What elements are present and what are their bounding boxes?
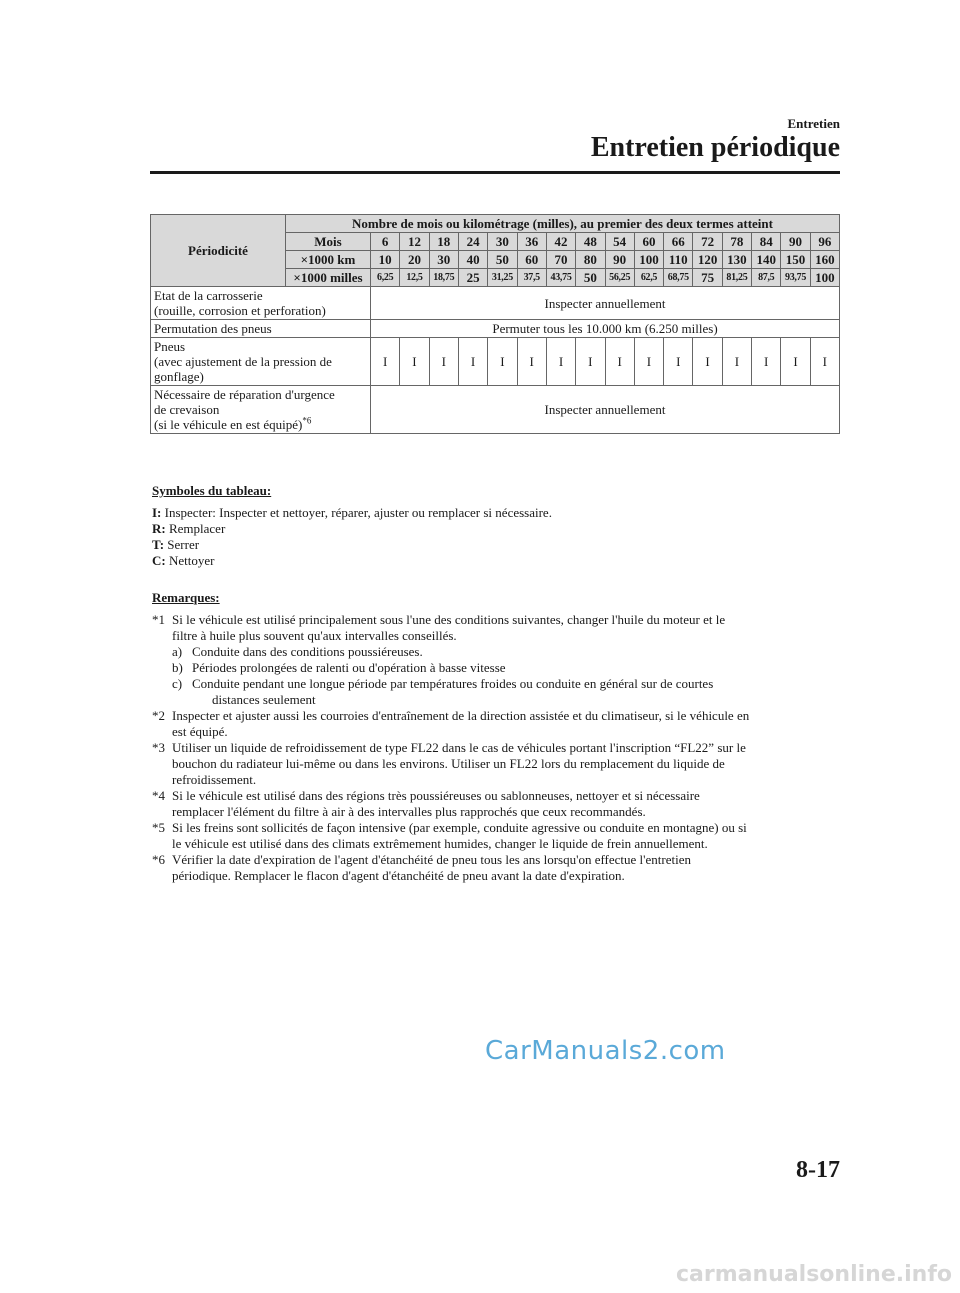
miles-cell: 50 xyxy=(576,269,605,287)
page-number: 8-17 xyxy=(796,1157,840,1183)
month-cell: 24 xyxy=(458,233,487,251)
periodicity-header: Périodicité xyxy=(151,215,286,287)
note-line: Si les freins sont sollicités de façon intensive (par exemple, conduite agressive ou conduite en montagne) ou si xyxy=(172,820,747,835)
months-label: Mois xyxy=(286,233,371,251)
tires-interval-cell: I xyxy=(400,338,429,386)
tire-rotation-value: Permuter tous les 10.000 km (6.250 milles) xyxy=(371,320,840,338)
note-1 xyxy=(152,612,842,708)
month-cell: 30 xyxy=(488,233,517,251)
watermark-carmanuals2: CarManuals2.com xyxy=(485,1036,726,1066)
body-condition-label-line2: (rouille, corrosion et perforation) xyxy=(154,303,326,318)
km-cell: 60 xyxy=(517,251,546,269)
month-cell: 60 xyxy=(634,233,663,251)
km-cell: 140 xyxy=(752,251,781,269)
subitem-text: Périodes prolongées de ralenti ou d'opération à basse vitesse xyxy=(192,660,506,675)
note-subitem xyxy=(172,644,842,660)
note-line: remplacer l'élément du filtre à air à des intervalles plus rapprochés que ceux recommandés. xyxy=(172,804,646,819)
subitem-key: c) xyxy=(172,676,183,691)
note-4 xyxy=(152,788,842,820)
note-key: *6 xyxy=(152,852,165,867)
tires-label-line2: (avec ajustement de la pression de xyxy=(154,354,332,369)
repair-kit-value: Inspecter annuellement xyxy=(371,386,840,434)
header-divider xyxy=(150,171,840,174)
page-title: Entretien périodique xyxy=(590,132,840,163)
note-key: *3 xyxy=(152,740,165,755)
note-line: Inspecter et ajuster aussi les courroies d'entraînement de la direction assistée et du climatiseur, si le véhicule en xyxy=(172,708,750,723)
km-cell: 20 xyxy=(400,251,429,269)
legend-text: Serrer xyxy=(167,537,200,552)
miles-cell: 62,5 xyxy=(634,269,663,287)
table-row xyxy=(151,287,840,320)
body-condition-label xyxy=(151,287,371,320)
month-cell: 36 xyxy=(517,233,546,251)
tires-interval-cell: I xyxy=(517,338,546,386)
note-subitem xyxy=(172,660,842,676)
body-condition-label-line1: Etat de la carrosserie xyxy=(154,288,263,303)
notes-title: Remarques: xyxy=(152,590,220,605)
miles-cell: 18,75 xyxy=(429,269,458,287)
tires-interval-cell: I xyxy=(546,338,575,386)
tires-interval-cell: I xyxy=(605,338,634,386)
note-line: périodique. Remplacer le flacon d'agent d'étanchéité de pneu avant la date d'expiration. xyxy=(172,868,625,883)
tire-rotation-label: Permutation des pneus xyxy=(151,320,371,338)
repair-kit-label-line3: (si le véhicule en est équipé) xyxy=(154,417,303,432)
miles-cell: 93,75 xyxy=(781,269,810,287)
km-cell: 100 xyxy=(634,251,663,269)
month-cell: 72 xyxy=(693,233,722,251)
km-cell: 150 xyxy=(781,251,810,269)
tires-interval-cell: I xyxy=(752,338,781,386)
km-cell: 90 xyxy=(605,251,634,269)
subitem-key: b) xyxy=(172,660,183,675)
km-cell: 10 xyxy=(371,251,400,269)
km-cell: 30 xyxy=(429,251,458,269)
month-cell: 12 xyxy=(400,233,429,251)
legend-item xyxy=(152,537,842,553)
miles-cell: 56,25 xyxy=(605,269,634,287)
repair-kit-footnote-ref: *6 xyxy=(302,415,312,426)
miles-cell: 100 xyxy=(810,269,839,287)
table-row xyxy=(151,386,840,434)
note-line: est équipé. xyxy=(172,724,228,739)
legend-text: Inspecter: Inspecter et nettoyer, réparer, ajuster ou remplacer si nécessaire. xyxy=(164,505,552,520)
interval-header: Nombre de mois ou kilométrage (milles), au premier des deux termes atteint xyxy=(286,215,840,233)
month-cell: 66 xyxy=(664,233,693,251)
miles-cell: 75 xyxy=(693,269,722,287)
note-subitem-cont: distances seulement xyxy=(212,692,316,707)
note-key: *1 xyxy=(152,612,165,627)
km-cell: 70 xyxy=(546,251,575,269)
repair-kit-label-line1: Nécessaire de réparation d'urgence xyxy=(154,387,335,402)
tires-interval-cell: I xyxy=(429,338,458,386)
note-6 xyxy=(152,852,842,884)
km-cell: 80 xyxy=(576,251,605,269)
note-line: Si le véhicule est utilisé dans des régions très poussiéreuses ou sablonneuses, nettoyer et si nécessaire xyxy=(172,788,700,803)
miles-cell: 12,5 xyxy=(400,269,429,287)
legend-text: Nettoyer xyxy=(168,553,215,568)
km-cell: 120 xyxy=(693,251,722,269)
legend-key: I: xyxy=(152,505,162,520)
miles-cell: 25 xyxy=(458,269,487,287)
tires-label xyxy=(151,338,371,386)
miles-cell: 87,5 xyxy=(752,269,781,287)
tires-interval-cell: I xyxy=(371,338,400,386)
note-line: Vérifier la date d'expiration de l'agent d'étanchéité de pneu tous les ans lorsqu'on effectue l'entretien xyxy=(172,852,691,867)
km-cell: 50 xyxy=(488,251,517,269)
miles-cell: 31,25 xyxy=(488,269,517,287)
tires-interval-cell: I xyxy=(634,338,663,386)
month-cell: 84 xyxy=(752,233,781,251)
miles-cell: 6,25 xyxy=(371,269,400,287)
tires-label-line3: gonflage) xyxy=(154,369,204,384)
tires-interval-cell: I xyxy=(810,338,839,386)
tires-interval-cell: I xyxy=(576,338,605,386)
legend-title: Symboles du tableau: xyxy=(152,483,272,498)
legend-key: C: xyxy=(152,553,166,568)
tires-interval-cell: I xyxy=(458,338,487,386)
maintenance-table xyxy=(150,214,840,434)
legend-item xyxy=(152,521,842,537)
table-row xyxy=(151,338,840,386)
legend-key: T: xyxy=(152,537,165,552)
tires-interval-cell: I xyxy=(781,338,810,386)
miles-cell: 68,75 xyxy=(664,269,693,287)
month-cell: 42 xyxy=(546,233,575,251)
body-condition-value: Inspecter annuellement xyxy=(371,287,840,320)
note-key: *5 xyxy=(152,820,165,835)
month-cell: 18 xyxy=(429,233,458,251)
legend-text: Remplacer xyxy=(168,521,226,536)
repair-kit-label-line2: de crevaison xyxy=(154,402,220,417)
note-3 xyxy=(152,740,842,788)
note-key: *4 xyxy=(152,788,165,803)
month-cell: 90 xyxy=(781,233,810,251)
month-cell: 54 xyxy=(605,233,634,251)
note-line: Si le véhicule est utilisé principalement sous l'une des conditions suivantes, changer l'huile du moteur et le xyxy=(172,612,726,627)
repair-kit-label xyxy=(151,386,371,434)
month-cell: 96 xyxy=(810,233,839,251)
tires-interval-cell: I xyxy=(693,338,722,386)
tires-interval-cell: I xyxy=(722,338,751,386)
tires-label-line1: Pneus xyxy=(154,339,186,354)
note-line: bouchon du radiateur lui-même ou dans les environs. Utiliser un FL22 lors du remplacement du liquide de xyxy=(172,756,725,771)
miles-cell: 81,25 xyxy=(722,269,751,287)
subitem-text: Conduite pendant une longue période par températures froides ou conduite en général sur de courtes xyxy=(192,676,714,691)
note-subitem xyxy=(172,676,842,692)
note-line: refroidissement. xyxy=(172,772,257,787)
subitem-key: a) xyxy=(172,644,183,659)
legend-item xyxy=(152,505,842,521)
miles-cell: 43,75 xyxy=(546,269,575,287)
miles-cell: 37,5 xyxy=(517,269,546,287)
section-label: Entretien xyxy=(787,116,840,131)
miles-label: ×1000 milles xyxy=(286,269,371,287)
km-cell: 110 xyxy=(664,251,693,269)
km-cell: 130 xyxy=(722,251,751,269)
note-line: filtre à huile plus souvent qu'aux intervalles conseillés. xyxy=(172,628,457,643)
notes xyxy=(152,590,842,884)
note-line: le véhicule est utilisé dans des climats extrêmement humides, changer le liquide de frein annuellement. xyxy=(172,836,708,851)
tires-interval-cell: I xyxy=(488,338,517,386)
note-2 xyxy=(152,708,842,740)
month-cell: 6 xyxy=(371,233,400,251)
month-cell: 78 xyxy=(722,233,751,251)
legend xyxy=(152,483,842,569)
note-line: Utiliser un liquide de refroidissement de type FL22 dans le cas de véhicules portant l'inscription “FL22” sur le xyxy=(172,740,746,755)
subitem-text: Conduite dans des conditions poussiéreuses. xyxy=(192,644,423,659)
legend-item xyxy=(152,553,842,569)
month-cell: 48 xyxy=(576,233,605,251)
note-key: *2 xyxy=(152,708,165,723)
watermark-carmanualsonline: carmanualsonline.info xyxy=(676,1262,952,1287)
table-row xyxy=(151,320,840,338)
note-5 xyxy=(152,820,842,852)
legend-key: R: xyxy=(152,521,166,536)
tires-interval-cell: I xyxy=(664,338,693,386)
km-label: ×1000 km xyxy=(286,251,371,269)
km-cell: 160 xyxy=(810,251,839,269)
km-cell: 40 xyxy=(458,251,487,269)
